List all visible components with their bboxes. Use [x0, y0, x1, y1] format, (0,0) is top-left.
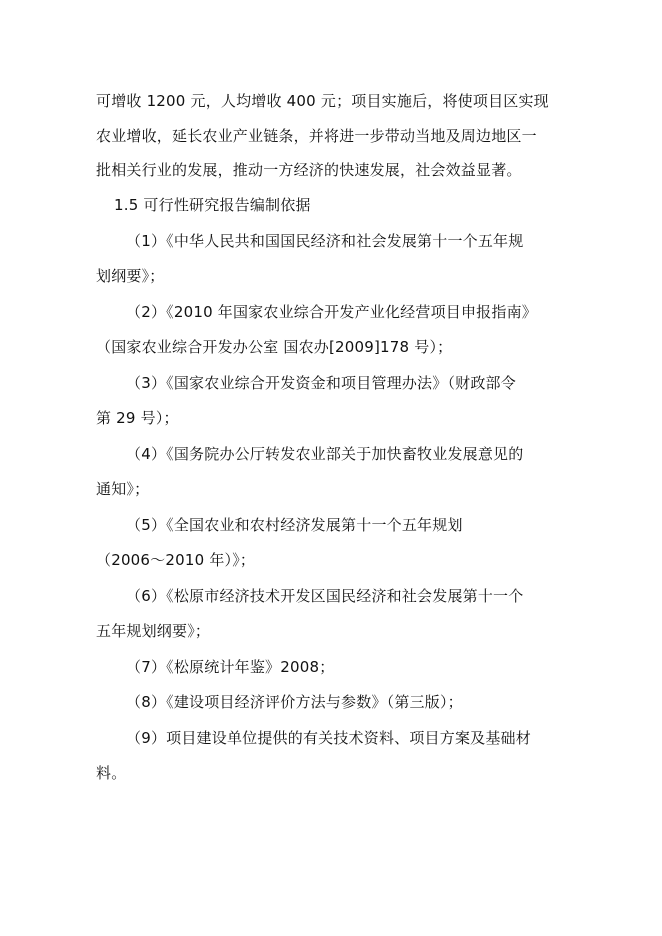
- reference-item-5-line-2: （2006～2010 年）》；: [96, 551, 256, 569]
- reference-item-5-line-1: （5）《全国农业和农村经济发展第十一个五年规划: [126, 516, 463, 534]
- intro-line-1: 可增收 1200 元，人均增收 400 元；项目实施后，将使项目区实现: [96, 92, 549, 110]
- reference-item-8-line-1: （8）《建设项目经济评价方法与参数》（第三版）；: [126, 693, 463, 711]
- intro-line-3: 批相关行业的发展，推动一方经济的快速发展，社会效益显著。: [96, 161, 522, 179]
- reference-item-1-line-1: （1）《中华人民共和国国民经济和社会发展第十一个五年规: [126, 232, 524, 250]
- reference-item-1-line-2: 划纲要》；: [96, 267, 165, 285]
- reference-item-3-line-2: 第 29 号）；: [96, 409, 179, 427]
- reference-item-7-line-1: （7）《松原统计年鉴》2008；: [126, 658, 335, 676]
- reference-item-4-line-1: （4）《国务院办公厅转发农业部关于加快畜牧业发展意见的: [126, 445, 524, 463]
- reference-item-4-line-2: 通知》；: [96, 480, 150, 498]
- reference-item-9-line-2: 料。: [96, 764, 127, 782]
- reference-item-2-line-2: （国家农业综合开发办公室 国农办[2009]178 号）；: [96, 338, 453, 356]
- reference-item-2-line-1: （2）《2010 年国家农业综合开发产业化经营项目申报指南》: [126, 303, 537, 321]
- reference-item-3-line-1: （3）《国家农业综合开发资金和项目管理办法》（财政部令: [126, 374, 516, 392]
- reference-item-6-line-2: 五年规划纲要》；: [96, 622, 211, 640]
- section-heading: 1.5 可行性研究报告编制依据: [114, 196, 311, 214]
- reference-item-9-line-1: （9）项目建设单位提供的有关技术资料、项目方案及基础材: [126, 729, 531, 747]
- intro-line-2: 农业增收，延长农业产业链条，并将进一步带动当地及周边地区一: [96, 127, 537, 145]
- reference-item-6-line-1: （6）《松原市经济技术开发区国民经济和社会发展第十一个: [126, 587, 524, 605]
